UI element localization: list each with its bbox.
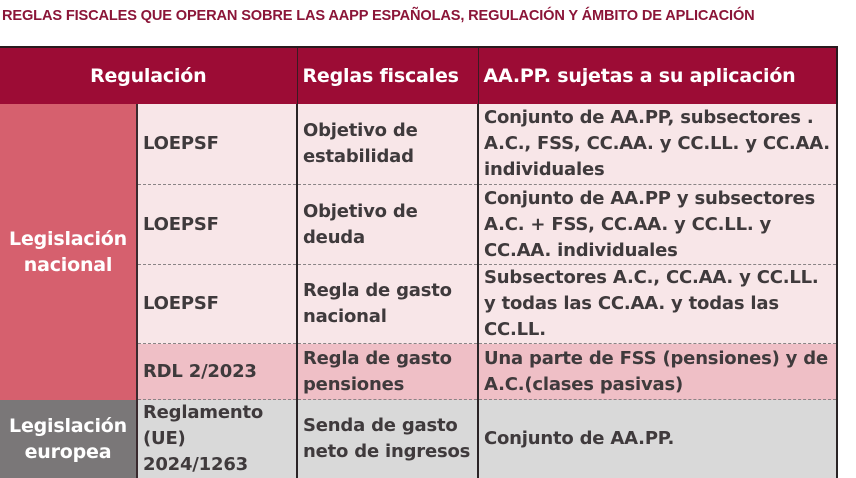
norma-cell: RDL 2/2023 (137, 344, 297, 400)
table-header-row (0, 47, 837, 104)
regla-cell: Objetivo de estabilidad (297, 104, 478, 185)
category-legislacion-nacional: Legislación nacional (0, 104, 137, 400)
table-row (0, 400, 837, 478)
regla-cell: Senda de gasto neto de ingresos (297, 400, 478, 478)
regla-cell: Objetivo de deuda (297, 185, 478, 265)
aapp-cell: Conjunto de AA.PP. (478, 400, 837, 478)
category-legislacion-europea: Legislación europea (0, 400, 137, 478)
aapp-cell: Una parte de FSS (pensiones) y de A.C.(clases pasivas) (478, 344, 837, 400)
aapp-cell: Conjunto de AA.PP, subsectores . A.C., FSS, CC.AA. y CC.LL. y CC.AA. individuales (478, 104, 837, 185)
header-reglas-fiscales: Reglas fiscales (297, 47, 478, 104)
header-regulacion: Regulación (0, 47, 297, 104)
norma-cell: LOEPSF (137, 104, 297, 185)
norma-cell: Reglamento (UE) 2024/1263 (137, 400, 297, 478)
norma-cell: LOEPSF (137, 265, 297, 344)
table-row (0, 104, 837, 185)
aapp-cell: Subsectores A.C., CC.AA. y CC.LL. y todas las CC.AA. y todas las CC.LL. (478, 265, 837, 344)
fiscal-rules-table (0, 46, 838, 478)
norma-cell: LOEPSF (137, 185, 297, 265)
aapp-cell: Conjunto de AA.PP y subsectores A.C. + FSS, CC.AA. y CC.LL. y CC.AA. individuales (478, 185, 837, 265)
page-title: REGLAS FISCALES QUE OPERAN SOBRE LAS AAPP ESPAÑOLAS, REGULACIÓN Y ÁMBITO DE APLICACIÓN (2, 8, 856, 24)
regla-cell: Regla de gasto pensiones (297, 344, 478, 400)
header-aapp-sujetas: AA.PP. sujetas a su aplicación (478, 47, 837, 104)
regla-cell: Regla de gasto nacional (297, 265, 478, 344)
